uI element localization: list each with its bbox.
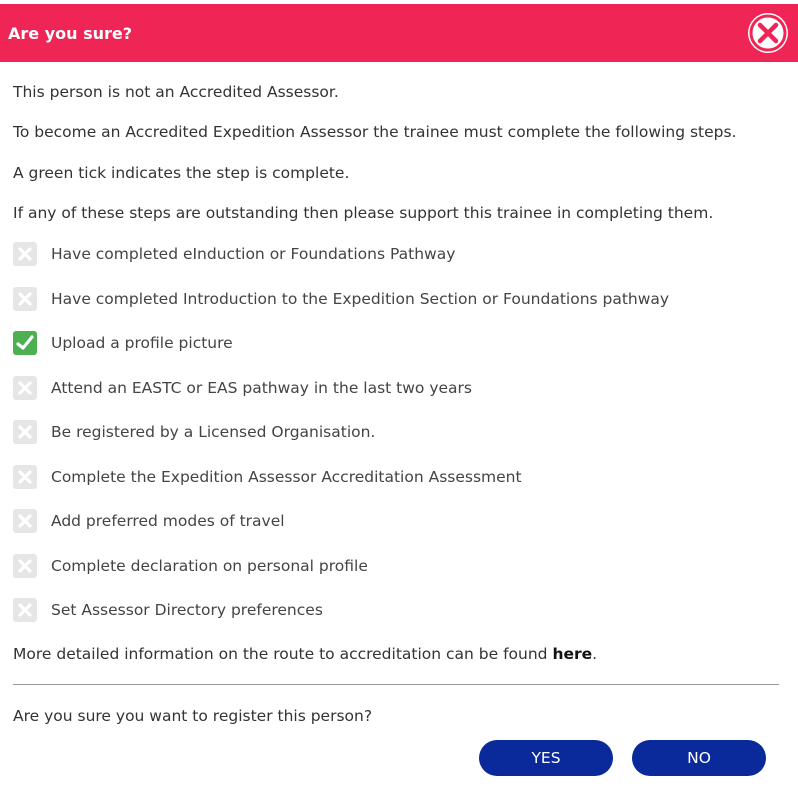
step-item — [13, 508, 285, 534]
step-item — [13, 464, 522, 490]
step-label: Have completed eInduction or Foundations Pathway — [51, 245, 456, 263]
grey-cross-icon — [13, 598, 37, 622]
step-label: Attend an EASTC or EAS pathway in the last two years — [51, 379, 472, 397]
dialog-header — [0, 4, 798, 62]
step-item — [13, 553, 368, 579]
step-item — [13, 419, 375, 445]
step-label: Complete the Expedition Assessor Accreditation Assessment — [51, 468, 522, 486]
intro-line-1: This person is not an Accredited Assessor. — [13, 83, 339, 101]
more-info-suffix: . — [592, 645, 598, 663]
confirm-question: Are you sure you want to register this person? — [13, 707, 373, 725]
close-button[interactable] — [748, 13, 788, 53]
step-item — [13, 286, 669, 312]
step-item — [13, 241, 455, 267]
no-button[interactable]: NO — [632, 740, 766, 776]
grey-cross-icon — [13, 554, 37, 578]
step-item — [13, 330, 233, 356]
divider — [13, 684, 779, 685]
yes-button[interactable]: YES — [479, 740, 613, 776]
close-circle-icon — [748, 13, 788, 53]
grey-cross-icon — [13, 287, 37, 311]
here-link[interactable]: here — [552, 645, 593, 663]
step-label: Upload a profile picture — [51, 334, 233, 352]
more-info-text — [13, 644, 597, 664]
grey-cross-icon — [13, 509, 37, 533]
step-label: Set Assessor Directory preferences — [51, 601, 323, 619]
grey-cross-icon — [13, 465, 37, 489]
step-label: Be registered by a Licensed Organisation. — [51, 423, 376, 441]
grey-cross-icon — [13, 242, 37, 266]
step-label: Complete declaration on personal profile — [51, 557, 368, 575]
intro-line-4: If any of these steps are outstanding then please support this trainee in completing them. — [13, 204, 714, 222]
intro-line-2: To become an Accredited Expedition Assessor the trainee must complete the following steps. — [13, 123, 737, 141]
step-item — [13, 597, 323, 623]
step-label: Add preferred modes of travel — [51, 512, 285, 530]
intro-line-3: A green tick indicates the step is complete. — [13, 164, 350, 182]
grey-cross-icon — [13, 420, 37, 444]
green-tick-icon — [13, 331, 37, 355]
step-label: Have completed Introduction to the Expedition Section or Foundations pathway — [51, 290, 670, 308]
step-item — [13, 375, 472, 401]
more-info-prefix: More detailed information on the route to accreditation can be found — [13, 645, 553, 663]
dialog-title: Are you sure? — [8, 23, 133, 43]
grey-cross-icon — [13, 376, 37, 400]
